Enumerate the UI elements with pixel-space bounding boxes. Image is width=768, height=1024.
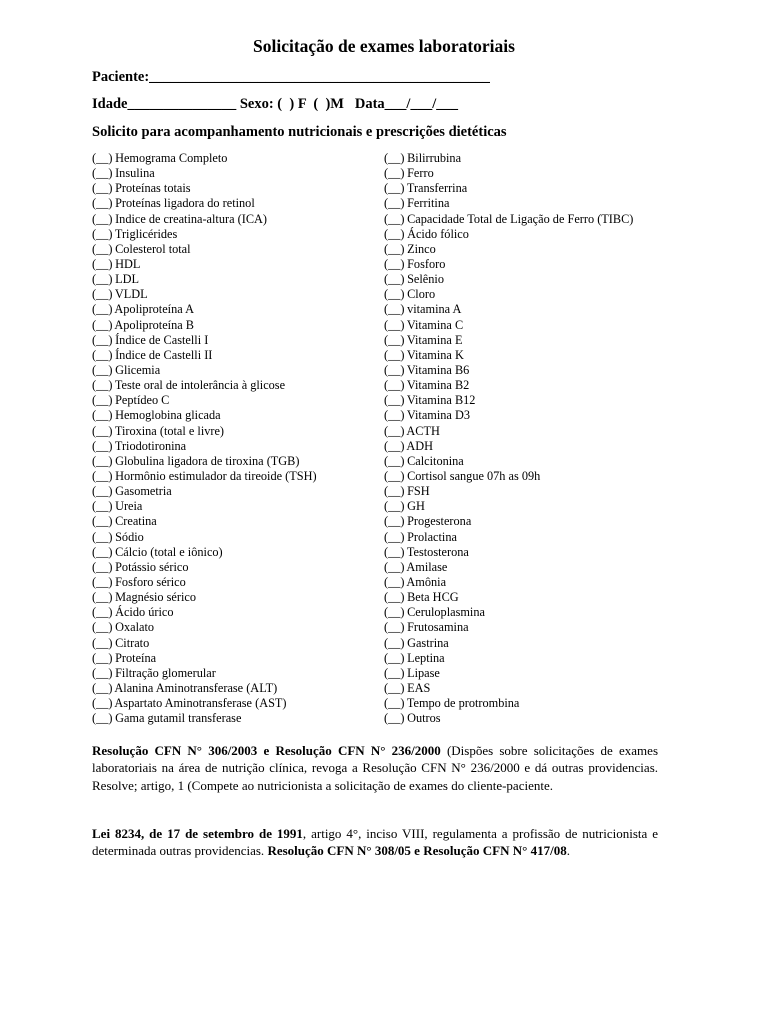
exam-label: Leptina: [407, 650, 445, 665]
exam-label: Magnésio sérico: [115, 590, 197, 605]
exam-label: Globulina ligadora de tiroxina (TGB): [115, 453, 300, 468]
exam-label: Hemograma Completo: [115, 151, 228, 165]
exam-label: Cortisol sangue 07h as 09h: [407, 468, 541, 483]
exam-label: Capacidade Total de Ligação de Ferro (TIBC): [407, 211, 634, 226]
exam-checkbox[interactable]: (__): [384, 287, 405, 302]
exam-label: Testosterona: [406, 544, 469, 559]
exam-checkbox[interactable]: (__): [384, 256, 405, 271]
exam-label: Zinco: [407, 241, 436, 256]
exam-checkbox[interactable]: (__): [92, 680, 113, 695]
exam-checkbox[interactable]: (__): [384, 423, 405, 438]
exam-checkbox[interactable]: (__): [384, 181, 405, 196]
exam-label: Beta HCG: [407, 590, 459, 605]
exam-item: [92, 287, 317, 302]
exam-item: [92, 302, 317, 317]
resolution-reference-2: Resolução CFN N° 308/05 e Resolução CFN N° 417/08: [267, 843, 567, 859]
exam-item: [384, 530, 633, 545]
exam-item: [92, 575, 317, 590]
exam-item: [92, 151, 317, 166]
law-reference: Lei 8234, de 17 de setembro de 1991: [92, 826, 303, 841]
exam-checkbox[interactable]: (__): [92, 574, 113, 589]
exam-item: [92, 181, 317, 196]
exam-checkbox[interactable]: (__): [384, 211, 405, 226]
exam-item: [384, 212, 633, 227]
exam-label: Sódio: [115, 529, 144, 544]
exam-checkbox[interactable]: (__): [384, 529, 405, 544]
exam-label: Calcitonina: [407, 453, 464, 468]
exam-label: Transferrina: [406, 181, 468, 196]
exam-checkbox[interactable]: (__): [92, 590, 113, 605]
exam-label: Hemoglobina glicada: [115, 408, 221, 423]
exam-item: [92, 469, 317, 484]
exam-item: [384, 227, 633, 242]
exam-item: [92, 333, 317, 348]
exam-label: LDL: [115, 272, 139, 287]
exam-label: ADH: [406, 438, 434, 453]
exam-label: Cálcio (total e iônico): [115, 544, 223, 559]
exam-checkbox[interactable]: (__): [92, 256, 113, 271]
exam-checkbox[interactable]: (__): [384, 544, 405, 559]
exam-label: Insulina: [115, 166, 155, 181]
exam-checkbox[interactable]: (__): [92, 378, 113, 393]
exam-item: [92, 545, 317, 560]
exam-label: Tempo de protrombina: [406, 696, 520, 711]
exam-item: [384, 711, 633, 726]
exam-label: Gama gutamil transferase: [115, 711, 242, 726]
exam-item: [384, 545, 633, 560]
resolution-reference: Resolução CFN N° 306/2003 e Resolução CFN N° 236/2000: [92, 743, 441, 758]
exam-label: Cloro: [407, 287, 436, 302]
exam-item: [92, 227, 317, 242]
exam-label: Vitamina B6: [406, 362, 470, 377]
exam-label: HDL: [115, 256, 141, 271]
exam-item: [384, 196, 633, 211]
exam-checkbox[interactable]: (__): [384, 514, 405, 529]
exam-item: [92, 711, 317, 726]
exam-checkbox[interactable]: (__): [384, 620, 405, 635]
exam-label: Prolactina: [407, 529, 457, 544]
exam-item: [92, 636, 317, 651]
exam-label: Outros: [407, 711, 441, 726]
exam-item: [384, 454, 633, 469]
resolution-text: (Dispões sobre solicitações de exames laboratoriais na área de nutrição clínica, revoga a Resolução CFN N° 236/2000 e dá outras providencias. Resolve; artigo, 1 (Compete ao nutricionista a solicitação de exames do cliente-paciente.: [92, 743, 658, 793]
exam-checkbox[interactable]: (__): [384, 711, 405, 726]
exam-label: Amilase: [406, 559, 448, 574]
exam-item: [92, 696, 317, 711]
exam-item: [384, 287, 633, 302]
exam-label: VLDL: [114, 287, 148, 302]
exam-label: Glicemia: [115, 362, 161, 377]
exam-item: [92, 514, 317, 529]
exam-label: EAS: [407, 680, 431, 695]
exam-checkbox[interactable]: (__): [384, 272, 405, 287]
exam-item: [384, 590, 633, 605]
exam-item: [92, 590, 317, 605]
exam-item: [384, 514, 633, 529]
exam-checkbox[interactable]: (__): [384, 680, 405, 695]
exam-checkbox[interactable]: (__): [384, 226, 405, 241]
exam-checkbox[interactable]: (__): [92, 620, 113, 635]
exam-item: [384, 151, 633, 166]
exam-item: [92, 620, 317, 635]
exam-checkbox[interactable]: (__): [384, 393, 405, 408]
exam-checkbox[interactable]: (__): [384, 438, 405, 453]
exam-checkbox[interactable]: (__): [384, 347, 405, 362]
exam-checkbox[interactable]: (__): [92, 211, 113, 226]
exam-item: [92, 454, 317, 469]
exam-checkbox[interactable]: (__): [92, 711, 113, 726]
section-subtitle: Solicito para acompanhamento nutricionais e prescrições dietéticas: [92, 124, 507, 140]
exam-label: Vitamina K: [406, 347, 464, 362]
age-field: Idade_______________: [92, 96, 237, 112]
exam-label: Teste oral de intolerância à glicose: [114, 378, 286, 393]
exam-item: [384, 348, 633, 363]
exam-item: [384, 181, 633, 196]
exam-label: Tiroxina (total e livre): [114, 423, 225, 438]
exam-checkbox[interactable]: (__): [384, 484, 405, 499]
exam-list-right: [384, 151, 633, 726]
exam-label: Proteína: [115, 650, 157, 665]
exam-checkbox[interactable]: (__): [92, 453, 113, 468]
exam-label: Gastrina: [407, 635, 449, 650]
exam-checkbox[interactable]: (__): [92, 650, 113, 665]
exam-label: Apoliproteína A: [114, 302, 194, 317]
exam-label: Ferro: [407, 166, 434, 181]
exam-item: [92, 666, 317, 681]
law-end: .: [566, 843, 570, 859]
exam-item: [92, 166, 317, 181]
exam-checkbox[interactable]: (__): [92, 362, 113, 377]
exam-checkbox[interactable]: (__): [384, 151, 405, 165]
exam-label: Vitamina D3: [406, 408, 470, 423]
exam-checkbox[interactable]: (__): [92, 423, 113, 438]
exam-checkbox[interactable]: (__): [384, 378, 405, 393]
exam-item: [384, 651, 633, 666]
exam-checkbox[interactable]: (__): [384, 453, 405, 468]
exam-label: Ureia: [115, 499, 143, 514]
exam-checkbox[interactable]: (__): [92, 438, 113, 453]
exam-checkbox[interactable]: (__): [92, 317, 113, 332]
exam-checkbox[interactable]: (__): [92, 605, 113, 620]
exam-checkbox[interactable]: (__): [92, 559, 113, 574]
exam-checkbox[interactable]: (__): [384, 317, 405, 332]
exam-label: Selênio: [407, 272, 444, 287]
exam-checkbox[interactable]: (__): [384, 241, 405, 256]
exam-item: [384, 424, 633, 439]
exam-item: [384, 666, 633, 681]
exam-label: Hormônio estimulador da tireoide (TSH): [115, 468, 317, 483]
exam-label: Creatina: [115, 514, 157, 529]
exam-checkbox[interactable]: (__): [92, 287, 113, 302]
exam-item: [384, 302, 633, 317]
exam-checkbox[interactable]: (__): [92, 151, 113, 165]
exam-checkbox[interactable]: (__): [384, 196, 405, 211]
exam-checkbox[interactable]: (__): [384, 574, 405, 589]
exam-item: [384, 242, 633, 257]
exam-label: Ácido fólico: [407, 226, 469, 241]
exam-label: Ceruloplasmina: [407, 605, 485, 620]
exam-checkbox[interactable]: (__): [384, 650, 405, 665]
exam-item: [384, 393, 633, 408]
exam-item: [92, 499, 317, 514]
exam-item: [384, 696, 633, 711]
exam-label: Lipase: [407, 665, 440, 680]
exam-label: GH: [407, 499, 425, 514]
exam-checkbox[interactable]: (__): [92, 635, 113, 650]
exam-item: [92, 681, 317, 696]
exam-item: [92, 560, 317, 575]
exam-label: Filtração glomerular: [115, 665, 216, 680]
law-paragraph: [92, 825, 658, 860]
exam-checkbox[interactable]: (__): [92, 166, 113, 181]
exam-item: [92, 424, 317, 439]
exam-checkbox[interactable]: (__): [384, 590, 405, 605]
exam-label: Citrato: [115, 635, 150, 650]
exam-checkbox[interactable]: (__): [384, 665, 405, 680]
exam-label: Fosforo sérico: [115, 574, 186, 589]
law-text: , artigo 4°, inciso VIII, regulamenta a profissão de nutricionista e determinada outras providencias.: [92, 826, 658, 859]
exam-checkbox[interactable]: (__): [384, 696, 405, 711]
exam-checkbox[interactable]: (__): [92, 347, 113, 362]
exam-checkbox[interactable]: (__): [384, 408, 405, 423]
exam-label: Alanina Aminotransferase (ALT): [114, 680, 278, 695]
exam-label: Apoliproteína B: [114, 317, 194, 332]
exam-label: Frutosamina: [407, 620, 469, 635]
exam-item: [384, 378, 633, 393]
exam-label: Vitamina C: [406, 317, 464, 332]
exam-label: Proteínas ligadora do retinol: [115, 196, 255, 211]
exam-item: [92, 530, 317, 545]
exam-checkbox[interactable]: (__): [384, 605, 405, 620]
exam-item: [92, 272, 317, 287]
exam-label: Bilirrubina: [407, 151, 462, 165]
page-title: Solicitação de exames laboratoriais: [253, 36, 515, 56]
exam-item: [384, 636, 633, 651]
exam-item: [92, 363, 317, 378]
exam-item: [384, 272, 633, 287]
exam-item: [384, 408, 633, 423]
exam-item: [92, 242, 317, 257]
exam-item: [92, 393, 317, 408]
exam-item: [384, 469, 633, 484]
exam-checkbox[interactable]: (__): [92, 408, 113, 423]
exam-checkbox[interactable]: (__): [92, 529, 113, 544]
exam-checkbox[interactable]: (__): [92, 226, 113, 241]
exam-checkbox[interactable]: (__): [92, 272, 113, 287]
exam-checkbox[interactable]: (__): [92, 393, 113, 408]
exam-label: Aspartato Aminotransferase (AST): [114, 696, 287, 711]
exam-item: [384, 681, 633, 696]
exam-checkbox[interactable]: (__): [384, 499, 405, 514]
exam-item: [92, 378, 317, 393]
exam-item: [384, 166, 633, 181]
exam-label: Potássio sérico: [115, 559, 189, 574]
exam-checkbox[interactable]: (__): [384, 302, 405, 317]
exam-item: [92, 212, 317, 227]
exam-checkbox[interactable]: (__): [92, 514, 113, 529]
exam-checkbox[interactable]: (__): [92, 332, 113, 347]
exam-label: Fosforo: [407, 256, 446, 271]
exam-item: [384, 620, 633, 635]
exam-checkbox[interactable]: (__): [384, 166, 405, 181]
exam-item: [384, 575, 633, 590]
exam-item: [384, 257, 633, 272]
exam-checkbox[interactable]: (__): [92, 468, 113, 483]
patient-field: Paciente:_______________________________________________: [92, 69, 490, 85]
exam-checkbox[interactable]: (__): [92, 665, 113, 680]
exam-checkbox[interactable]: (__): [384, 362, 405, 377]
exam-list-left: [92, 151, 317, 726]
exam-label: Triglicérides: [114, 226, 178, 241]
exam-item: [384, 439, 633, 454]
exam-label: Progesterona: [407, 514, 472, 529]
exam-item: [384, 318, 633, 333]
exam-checkbox[interactable]: (__): [92, 499, 113, 514]
exam-label: Ácido úrico: [115, 605, 174, 620]
exam-label: vitamina A: [407, 302, 462, 317]
exam-checkbox[interactable]: (__): [384, 332, 405, 347]
exam-label: ACTH: [406, 423, 440, 438]
exam-item: [384, 333, 633, 348]
exam-label: FSH: [407, 484, 430, 499]
exam-item: [384, 605, 633, 620]
exam-label: Proteínas totais: [115, 181, 191, 196]
exam-item: [92, 408, 317, 423]
exam-checkbox[interactable]: (__): [384, 635, 405, 650]
exam-checkbox[interactable]: (__): [92, 302, 113, 317]
exam-checkbox[interactable]: (__): [92, 696, 113, 711]
resolution-paragraph: [92, 742, 658, 794]
exam-item: [92, 484, 317, 499]
exam-label: Índice de Castelli I: [115, 332, 209, 347]
exam-label: Amônia: [406, 574, 447, 589]
exam-item: [92, 318, 317, 333]
exam-checkbox[interactable]: (__): [384, 468, 405, 483]
exam-checkbox[interactable]: (__): [92, 544, 113, 559]
exam-item: [384, 560, 633, 575]
exam-label: Oxalato: [115, 620, 155, 635]
exam-checkbox[interactable]: (__): [384, 559, 405, 574]
exam-label: Índice de Castelli II: [115, 347, 213, 362]
exam-item: [384, 484, 633, 499]
exam-item: [92, 348, 317, 363]
exam-label: Vitamina B12: [406, 393, 476, 408]
exam-item: [384, 499, 633, 514]
exam-item: [92, 257, 317, 272]
exam-label: Ferritina: [407, 196, 450, 211]
date-field: Data___/___/___: [354, 96, 458, 112]
exam-checkbox[interactable]: (__): [92, 241, 113, 256]
exam-label: Vitamina B2: [406, 378, 470, 393]
exam-label: Colesterol total: [115, 241, 191, 256]
exam-item: [92, 605, 317, 620]
exam-label: Indice de creatina-altura (ICA): [115, 211, 267, 226]
exam-checkbox[interactable]: (__): [92, 484, 113, 499]
exam-label: Vitamina E: [406, 332, 463, 347]
exam-item: [92, 651, 317, 666]
exam-checkbox[interactable]: (__): [92, 181, 113, 196]
exam-item: [92, 196, 317, 211]
exam-item: [92, 439, 317, 454]
exam-label: Peptídeo C: [115, 393, 170, 408]
exam-label: Triodotironina: [114, 438, 187, 453]
age-sex-date-line: [92, 96, 458, 113]
sex-field: Sexo: ( ) F ( )M: [239, 96, 344, 112]
exam-checkbox[interactable]: (__): [92, 196, 113, 211]
exam-item: [384, 363, 633, 378]
exam-label: Gasometria: [115, 484, 172, 499]
